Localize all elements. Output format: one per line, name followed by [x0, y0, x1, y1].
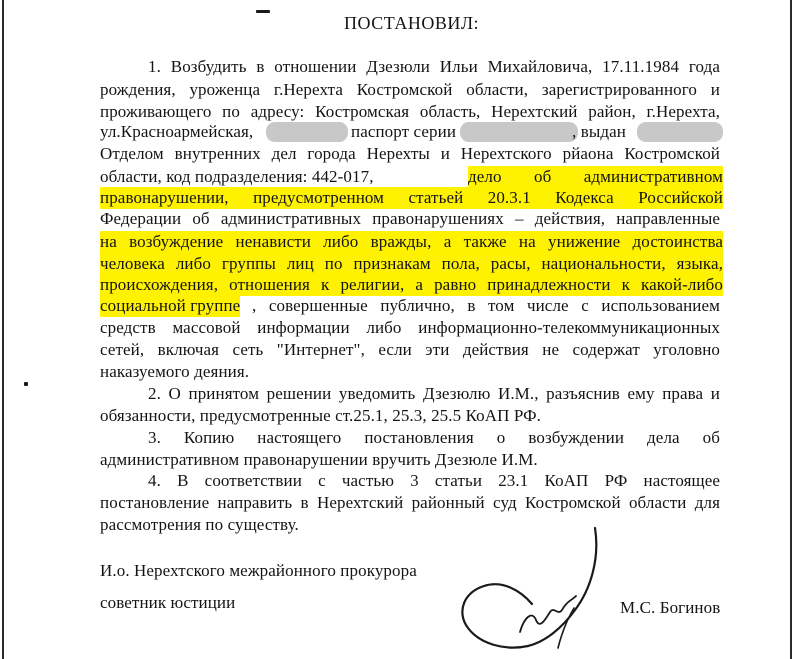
text-line: Отделом внутренних дел города Нерехты и Нерехтского рйаона Костромской [100, 144, 720, 163]
text-line: сетей, включая сеть "Интернет", если эти действия не содержат уголовно [100, 340, 720, 359]
text-line: рождения, уроженца г.Нерехта Костромской области, зарегистрированного и [100, 80, 720, 99]
page-border-left [2, 0, 4, 659]
text-line: проживающего по адресу: Костромская область, Нерехтский район, г.Нерехта, [100, 102, 720, 121]
text-line: Федерации об административных правонарушениях – действия, направленные [100, 209, 720, 228]
scan-mark [24, 382, 28, 386]
text-line: паспорт серии [351, 122, 457, 141]
text-line: постановление направить в Нерехтский районный суд Костромской области для [100, 493, 720, 512]
text-line: , выдан [572, 122, 626, 141]
signatory-rank: советник юстиции [100, 593, 236, 612]
highlighted-text: правонарушении, предусмотренном статьей 20.3.1 Кодекса Российской [100, 188, 723, 207]
text-line: ул.Красноармейская, [100, 122, 254, 141]
text-line: административном правонарушении вручить Дзезюле И.М. [100, 450, 538, 469]
text-line: , совершенные публично, в том числе с использованием [252, 296, 720, 315]
redacted-issuer [637, 122, 723, 142]
text-line: обязанности, предусмотренные ст.25.1, 25.3, 25.5 КоАП РФ. [100, 406, 542, 425]
heading: ПОСТАНОВИЛ: [344, 13, 480, 33]
highlighted-text: социальной группе [100, 296, 241, 315]
highlighted-text: происхождения, отношения к религии, а равно принадлежности к какой-либо [100, 275, 723, 294]
scan-mark [256, 10, 270, 13]
signatory-name: М.С. Богинов [620, 598, 721, 617]
text-line: средств массовой информации либо информационно-телекоммуникационных [100, 318, 720, 337]
redacted-passport [460, 122, 578, 142]
highlighted-text: дело об административном [468, 167, 723, 186]
text-line: области, код подразделения: 442-017, [100, 167, 374, 186]
handwritten-signature [450, 520, 620, 655]
signatory-position: И.о. Нерехтского межрайонного прокурора [100, 561, 417, 580]
text-line: 4. В соответствии с частью 3 статьи 23.1 КоАП РФ настоящее [148, 471, 720, 490]
text-line: 2. О принятом решении уведомить Дзезюлю И.М., разъяснив ему права и [148, 384, 720, 403]
page-border-right [790, 0, 792, 659]
text-line: 3. Копию настоящего постановления о возбуждении дела об [148, 428, 720, 447]
text-line: наказуемого деяния. [100, 362, 250, 381]
highlighted-text: на возбуждение ненависти либо вражды, а также на унижение достоинства [100, 232, 723, 251]
text-line: 1. Возбудить в отношении Дзезюли Ильи Михайловича, 17.11.1984 года [148, 57, 720, 76]
text-line: рассмотрения по существу. [100, 515, 299, 534]
redacted-address [266, 122, 348, 142]
highlighted-text: человека либо группы лиц по признакам пола, расы, национальности, языка, [100, 254, 723, 273]
